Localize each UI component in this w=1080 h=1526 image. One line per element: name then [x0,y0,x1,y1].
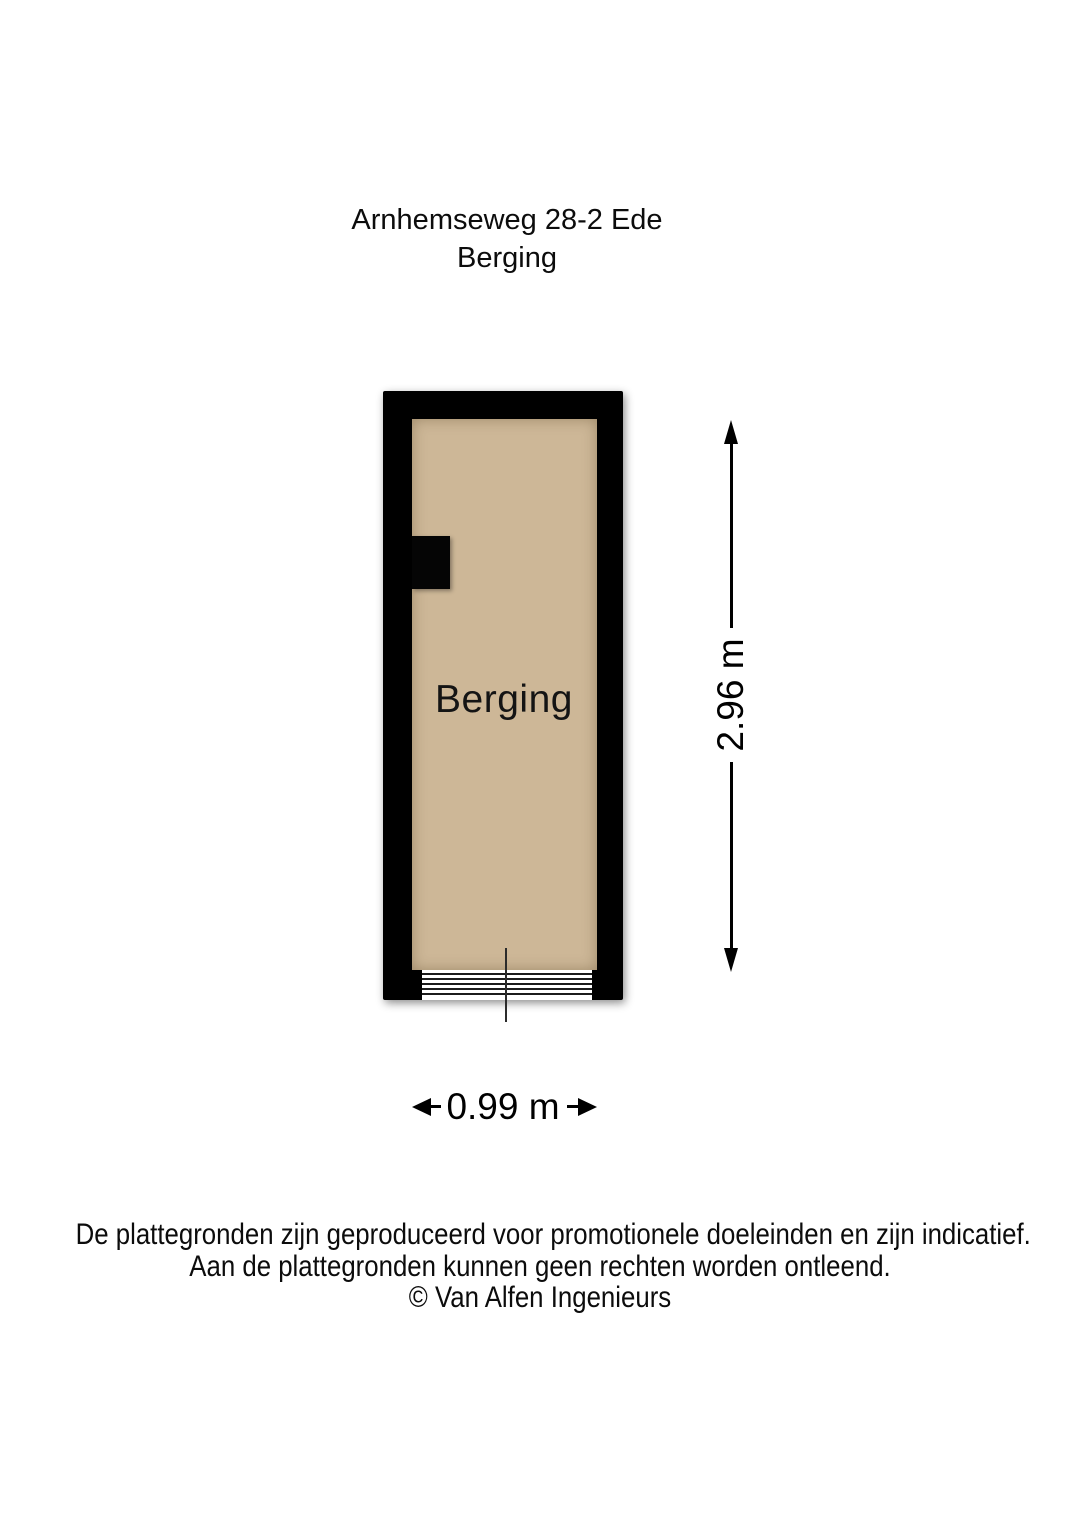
threshold-line [422,993,592,995]
room-label: Berging [435,678,573,721]
width-dimension-label: 0.99 m [446,1086,560,1127]
plan-title [351,201,662,277]
threshold-line [422,988,592,990]
dimension-line-left [429,1105,441,1108]
dimension-line-upper [730,442,733,628]
door-center-line [505,948,507,1022]
threshold-line [422,983,592,985]
arrow-right-icon [578,1098,597,1116]
dimension-line-lower [730,762,733,952]
arrow-down-icon [724,948,738,972]
wall-fixture [412,536,450,589]
threshold-line [422,978,592,980]
title-floor-name: Berging [457,242,557,274]
threshold-line [422,973,592,975]
door-opening [422,970,592,1000]
arrow-up-icon [724,420,738,444]
disclaimer-line-2: Aan de plattegronden kunnen geen rechten worden ontleend. [189,1249,891,1283]
height-dimension-label: 2.96 m [710,638,751,752]
title-address: Arnhemseweg 28-2 Ede [351,204,663,236]
disclaimer [0,1219,1080,1314]
disclaimer-line-3: © Van Alfen Ingenieurs [408,1281,672,1314]
disclaimer-line-1: De plattegronden zijn geproduceerd voor promotionele doeleinden en zijn indicatief. [75,1218,1031,1251]
